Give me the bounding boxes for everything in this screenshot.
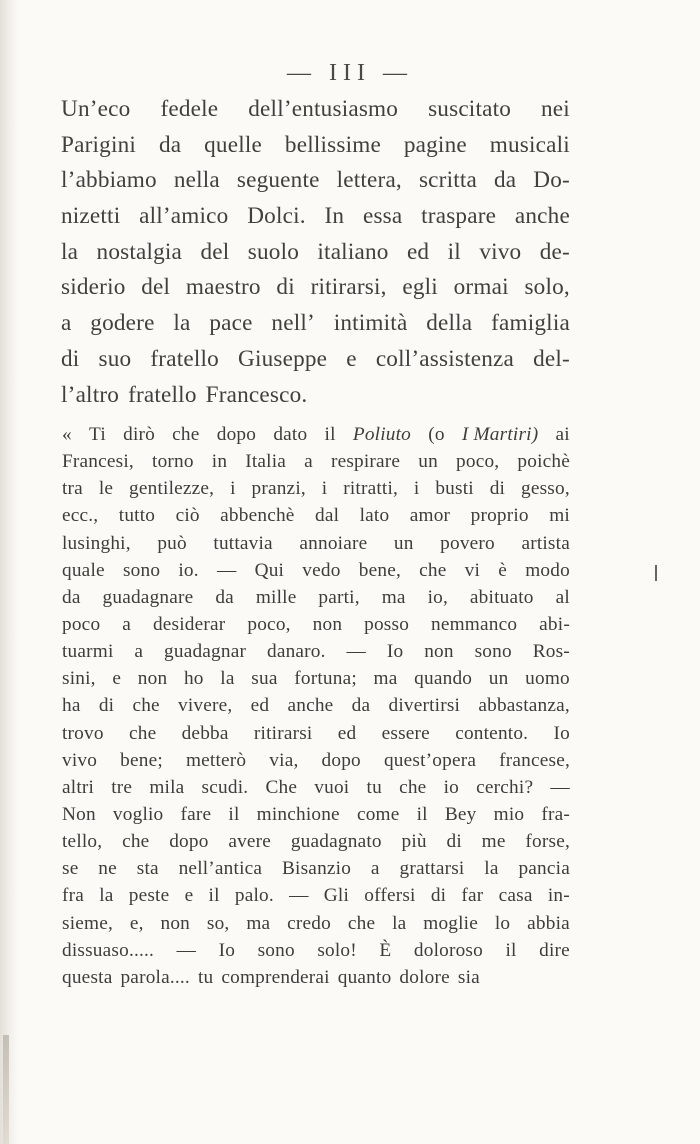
- word: parti,: [318, 586, 360, 608]
- word: dire: [539, 939, 570, 961]
- word: Ros-: [532, 641, 570, 663]
- word: più: [401, 831, 427, 853]
- word: Bey: [444, 803, 477, 825]
- word: l’abbiamo: [61, 167, 157, 194]
- word: mille: [255, 586, 297, 608]
- word: —: [550, 776, 570, 798]
- word: me: [481, 831, 506, 853]
- word: tuttavia: [213, 532, 273, 554]
- word: che: [347, 912, 376, 934]
- word: offersi: [364, 885, 416, 907]
- word: casa: [498, 885, 533, 907]
- word: far: [461, 885, 484, 907]
- word: non: [424, 641, 454, 663]
- word: fra: [62, 885, 84, 907]
- word: poco,: [247, 613, 291, 635]
- word: sono: [257, 939, 295, 961]
- word: fratello: [128, 381, 197, 408]
- quoted-letter: [62, 421, 570, 991]
- word: ma: [246, 912, 271, 934]
- word: un: [488, 668, 509, 690]
- paragraph-line: [61, 342, 570, 378]
- quote-line: [62, 720, 570, 747]
- word: famiglia: [491, 310, 570, 337]
- word: del: [141, 274, 171, 301]
- word: essa: [362, 203, 403, 230]
- word: può: [157, 532, 187, 554]
- word: nell’: [271, 310, 315, 337]
- word: e,: [129, 912, 144, 934]
- word: della: [426, 310, 473, 337]
- word: questa: [62, 966, 113, 988]
- paragraph-line: [61, 270, 570, 306]
- word: sono: [122, 559, 161, 581]
- word: ritirarsi,: [310, 274, 387, 301]
- word: dopo: [216, 424, 257, 445]
- word: parola....: [120, 966, 190, 988]
- word: Giuseppe: [238, 345, 328, 372]
- quote-line: [62, 964, 570, 991]
- page-number: — III —: [287, 60, 413, 86]
- word: —: [346, 641, 367, 663]
- word: In: [324, 203, 345, 230]
- word: la: [484, 858, 499, 880]
- word: e: [112, 668, 122, 690]
- word: pranzi,: [251, 478, 306, 500]
- word: al: [555, 586, 570, 608]
- word: doloroso: [413, 939, 483, 961]
- word: trovo: [62, 722, 104, 744]
- quote-line: [62, 502, 570, 529]
- word: lo: [494, 912, 511, 934]
- word: nostalgia: [96, 238, 183, 265]
- word: tuarmi: [62, 641, 114, 663]
- word: coll’assistenza: [375, 345, 515, 372]
- word: fra-: [541, 803, 570, 825]
- word: nella: [173, 167, 220, 194]
- word: abi-: [539, 613, 570, 635]
- paragraph-line: [61, 306, 570, 342]
- word: nell’antica: [178, 858, 263, 880]
- paragraph-line: [61, 128, 570, 164]
- word: desiderar: [152, 613, 226, 635]
- word: seguente: [236, 167, 320, 194]
- word: che: [132, 695, 160, 717]
- word: del: [200, 238, 230, 265]
- word: sia: [457, 966, 480, 988]
- word: «: [62, 424, 72, 445]
- word: dolore: [399, 966, 450, 988]
- word: il: [416, 803, 428, 825]
- word: traspare: [421, 203, 497, 230]
- word: minchione: [256, 803, 340, 825]
- word: Un’eco: [61, 96, 131, 122]
- word: del-: [533, 345, 570, 372]
- quote-line: [62, 421, 570, 448]
- word: ho: [183, 668, 204, 690]
- word: uomo: [525, 668, 570, 690]
- word: Italia: [245, 451, 287, 473]
- word: solo,: [524, 274, 570, 301]
- word: a: [304, 451, 313, 473]
- word: da: [215, 586, 234, 608]
- word: Poliuto: [352, 424, 412, 445]
- quote-line: [62, 692, 570, 719]
- word: godere: [90, 310, 155, 337]
- word: di: [276, 274, 295, 301]
- word: anche: [287, 695, 334, 717]
- word: contento.: [455, 722, 529, 744]
- word: io,: [427, 586, 448, 608]
- word: pace: [209, 310, 253, 337]
- word: tutto: [118, 505, 156, 527]
- word: quelle: [204, 131, 262, 158]
- word: che: [419, 559, 447, 581]
- word: quale: [62, 559, 105, 581]
- word: scritta: [418, 167, 477, 194]
- word: forse,: [525, 831, 570, 853]
- word: anche: [514, 203, 570, 230]
- word: grattarsi: [399, 858, 465, 880]
- word: ed: [337, 722, 357, 744]
- word: ecc.,: [62, 505, 99, 527]
- word: se: [62, 858, 79, 880]
- word: e: [184, 885, 194, 907]
- word: artista: [521, 532, 570, 554]
- word: a: [61, 310, 72, 337]
- quote-line: [62, 584, 570, 611]
- quote-line: [62, 910, 570, 937]
- word: poichè: [517, 451, 570, 473]
- word: ma: [373, 668, 398, 690]
- word: e: [346, 345, 357, 372]
- word: abbastanza,: [478, 695, 570, 717]
- word: in-: [547, 885, 570, 907]
- word: tello,: [62, 831, 103, 853]
- paragraph-line: [61, 199, 570, 235]
- word: sini,: [62, 668, 96, 690]
- word: Bisanzio: [281, 858, 352, 880]
- word: gentilezze,: [129, 478, 215, 500]
- word: Qui: [254, 559, 285, 581]
- word: il: [447, 238, 461, 265]
- word: non: [312, 613, 343, 635]
- word: tra: [62, 478, 83, 500]
- word: quando: [414, 668, 473, 690]
- word: io.: [178, 559, 199, 581]
- word: non: [160, 912, 191, 934]
- word: sta: [136, 858, 159, 880]
- word: pancia: [518, 858, 570, 880]
- word: non: [137, 668, 168, 690]
- quote-line: [62, 801, 570, 828]
- word: suscitato: [428, 96, 512, 122]
- word: io: [443, 776, 459, 798]
- word: posso: [364, 613, 410, 635]
- word: Do-: [533, 167, 570, 194]
- word: avere: [228, 831, 272, 853]
- word: un: [418, 451, 438, 473]
- word: povero: [440, 532, 495, 554]
- word: sieme,: [62, 912, 113, 934]
- word: come: [356, 803, 400, 825]
- quote-line: [62, 638, 570, 665]
- word: modo: [525, 559, 570, 581]
- word: Dolci.: [247, 203, 306, 230]
- word: Ti: [89, 424, 106, 445]
- quote-line: [62, 747, 570, 774]
- word: pagine: [403, 131, 467, 158]
- word: —: [216, 559, 237, 581]
- word: all’amico: [139, 203, 229, 230]
- word: Parigini: [61, 131, 137, 158]
- word: sua: [251, 668, 278, 690]
- word: Che: [265, 776, 298, 798]
- quote-line: [62, 530, 570, 557]
- word: abituato: [469, 586, 534, 608]
- word: che: [172, 424, 200, 445]
- word: nemmanco: [431, 613, 518, 635]
- word: poco: [62, 613, 101, 635]
- word: metterò: [185, 749, 247, 771]
- word: ma: [381, 586, 406, 608]
- word: torno: [152, 451, 194, 473]
- word: che: [399, 776, 427, 798]
- word: i: [413, 478, 420, 500]
- word: busti: [435, 478, 474, 500]
- word: dell’entusiasmo: [248, 96, 399, 122]
- word: siderio: [61, 274, 126, 301]
- word: sono: [474, 641, 512, 663]
- quote-line: [62, 475, 570, 502]
- word: fortuna;: [294, 668, 357, 690]
- word: so,: [206, 912, 230, 934]
- quote-line: [62, 937, 570, 964]
- word: via,: [269, 749, 299, 771]
- word: che: [122, 831, 150, 853]
- word: peste: [128, 885, 170, 907]
- word: danaro.: [266, 641, 326, 663]
- word: italiano: [317, 238, 389, 265]
- word: i: [230, 478, 236, 500]
- word: cerchi?: [476, 776, 534, 798]
- word: la: [220, 668, 235, 690]
- word: ciò: [175, 505, 200, 527]
- paragraph-line: [61, 92, 570, 128]
- word: intimità: [333, 310, 408, 337]
- word: lettera,: [336, 167, 402, 194]
- word: vivo: [479, 238, 522, 265]
- word: essere: [381, 722, 430, 744]
- word: ne: [98, 858, 117, 880]
- word: I Martiri): [461, 424, 539, 445]
- quote-line: [62, 557, 570, 584]
- word: tu: [366, 776, 382, 798]
- word: di: [446, 831, 462, 853]
- word: da: [494, 167, 517, 194]
- word: debba: [181, 722, 229, 744]
- word: egli: [402, 274, 438, 301]
- word: i: [321, 478, 328, 500]
- word: maestro: [185, 274, 261, 301]
- word: il: [208, 885, 220, 907]
- word: l’altro: [61, 381, 120, 408]
- word: che: [128, 722, 157, 744]
- word: fare: [180, 803, 212, 825]
- word: la: [392, 912, 407, 934]
- word: a: [134, 641, 144, 663]
- word: Gli: [323, 885, 350, 907]
- word: un: [393, 532, 414, 554]
- word: vivere,: [178, 695, 233, 717]
- main-paragraph: [61, 92, 570, 413]
- word: vedo: [302, 559, 341, 581]
- word: ritirarsi: [253, 722, 313, 744]
- word: Io: [218, 939, 236, 961]
- word: musicali: [489, 131, 570, 158]
- word: di: [98, 695, 115, 717]
- word: mila: [149, 776, 185, 798]
- word: mio: [493, 803, 525, 825]
- word: il: [505, 939, 517, 961]
- word: comprenderai: [221, 966, 330, 988]
- quote-line: [62, 611, 570, 638]
- word: dal: [315, 505, 340, 527]
- word: —: [289, 885, 309, 907]
- word: a: [370, 858, 380, 880]
- word: scudi.: [201, 776, 249, 798]
- word: tu: [197, 966, 214, 988]
- word: gesso,: [521, 478, 570, 500]
- scan-edge-mark: [3, 1035, 9, 1144]
- word: divertirsi: [388, 695, 461, 717]
- word: Io: [553, 722, 570, 744]
- word: tre: [111, 776, 133, 798]
- word: a: [122, 613, 131, 635]
- paragraph-line: [61, 163, 570, 199]
- word: credo: [287, 912, 331, 934]
- word: il: [228, 803, 240, 825]
- word: in: [211, 451, 228, 473]
- scan-left-shadow: [0, 0, 18, 1144]
- word: fedele: [160, 96, 219, 122]
- word: dirò: [123, 424, 155, 445]
- word: quanto: [337, 966, 392, 988]
- word: amor: [409, 505, 451, 527]
- word: bene;: [120, 749, 163, 771]
- word: il: [324, 424, 336, 445]
- word: (o: [428, 424, 445, 445]
- word: solo!: [317, 939, 357, 961]
- quote-line: [62, 828, 570, 855]
- word: di: [61, 345, 80, 372]
- word: lato: [359, 505, 390, 527]
- word: Francesi,: [62, 451, 134, 473]
- word: ed: [250, 695, 270, 717]
- word: altri: [62, 776, 95, 798]
- quote-line: [62, 774, 570, 801]
- word: guadagnar: [164, 641, 247, 663]
- word: palo.: [234, 885, 274, 907]
- word: proprio: [470, 505, 529, 527]
- word: ha: [62, 695, 81, 717]
- word: francese,: [499, 749, 570, 771]
- word: bene,: [358, 559, 401, 581]
- word: suolo: [247, 238, 300, 265]
- word: abbia: [527, 912, 570, 934]
- word: guadagnare: [102, 586, 194, 608]
- paragraph-line: [61, 235, 570, 271]
- quote-line: [62, 665, 570, 692]
- word: moglie: [423, 912, 479, 934]
- word: la: [173, 310, 191, 337]
- word: suo: [98, 345, 132, 372]
- word: nizetti: [61, 203, 121, 230]
- word: voglio: [112, 803, 164, 825]
- word: di: [489, 478, 506, 500]
- quote-line: [62, 855, 570, 882]
- word: È: [379, 939, 392, 961]
- word: abbenchè: [220, 505, 295, 527]
- word: Non: [62, 803, 96, 825]
- word: de-: [539, 238, 570, 265]
- word: la: [61, 238, 79, 265]
- word: ed: [406, 238, 430, 265]
- margin-mark: [655, 565, 657, 581]
- word: vi: [464, 559, 481, 581]
- word: da: [158, 131, 182, 158]
- word: vuoi: [314, 776, 350, 798]
- word: è: [498, 559, 508, 581]
- paragraph-line: [61, 378, 570, 414]
- word: poco,: [456, 451, 500, 473]
- word: lusinghi,: [62, 532, 131, 554]
- word: bellissime: [284, 131, 381, 158]
- word: ritratti,: [343, 478, 399, 500]
- word: da: [351, 695, 371, 717]
- quote-line: [62, 448, 570, 475]
- word: dato: [273, 424, 308, 445]
- word: vivo: [62, 749, 98, 771]
- word: fratello: [150, 345, 219, 372]
- word: respirare: [330, 451, 401, 473]
- word: la: [99, 885, 114, 907]
- word: quest’opera: [383, 749, 477, 771]
- word: annoiare: [299, 532, 368, 554]
- word: dopo: [321, 749, 361, 771]
- word: Io: [386, 641, 404, 663]
- word: —: [176, 939, 197, 961]
- word: ormai: [453, 274, 509, 301]
- quote-line: [62, 882, 570, 909]
- word: mi: [549, 505, 570, 527]
- word: guadagnato: [290, 831, 382, 853]
- word: dopo: [169, 831, 209, 853]
- word: dissuaso.....: [62, 939, 155, 961]
- word: Francesco.: [205, 381, 308, 408]
- word: le: [98, 478, 114, 500]
- word: nei: [541, 96, 570, 122]
- word: da: [62, 586, 81, 608]
- word: ai: [555, 424, 570, 445]
- word: di: [430, 885, 447, 907]
